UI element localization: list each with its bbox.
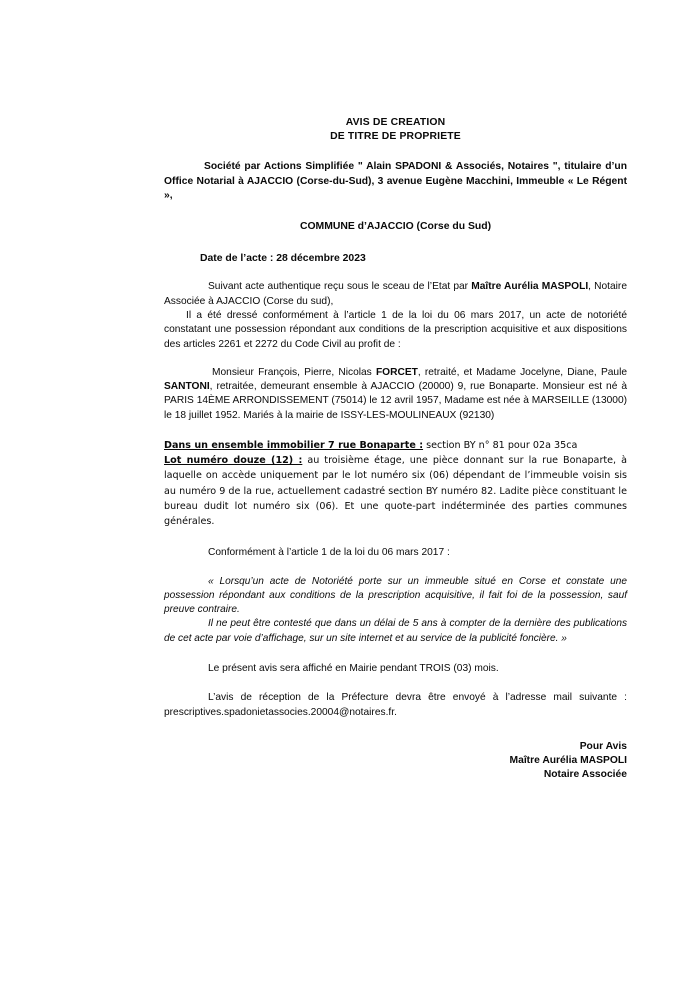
indent-spacer [164,663,208,674]
law-quote-text-2: Il ne peut être contesté que dans un délai de 5 ans à compter de la dernière des publications de cet acte par voie d’affichage, sur un site internet et au service de la publicité foncière. » [164,618,627,644]
property-description-block [164,438,627,529]
law-quote-paragraph-1 [164,575,627,618]
document-title-line-1: AVIS DE CREATION [345,117,446,128]
signature-line-2: Maître Aurélia MASPOLI [509,755,627,767]
indent-spacer [164,367,212,378]
conformity-intro-paragraph [164,546,627,560]
beneficiaries-paragraph [164,366,627,423]
signature-line-3: Notaire Associée [543,769,627,781]
legal-basis-paragraph [164,309,627,352]
indent-spacer [164,547,208,558]
beneficiary-text-part-1: Monsieur François, Pierre, Nicolas [212,366,376,378]
beneficiary-text-part-3: , retraitée, demeurant ensemble à AJACCIO (20000) 9, rue Bonaparte. Monsieur est né à PARIS 14ÈME ARRONDISSEMENT (75014) le 12 avril 1957, Madame est née à MARSEILLE (13000) le 18 juillet 1952. Mariés à la mairie de ISSY-LES-MOULINEAUX (92130) [164,381,627,421]
building-heading: Dans un ensemble immobilier 7 rue Bonaparte : [164,440,424,452]
signature-line-1: Pour Avis [579,740,627,752]
authentic-act-paragraph [164,280,627,309]
firm-identification-text: Société par Actions Simplifiée " Alain SPADONI & Associés, Notaires ", titulaire d’un Office Notarial à AJACCIO (Corse-du-Sud), 3 avenue Eugène Macchini, Immeuble « Le Régent », [164,161,627,201]
building-heading-paragraph [164,438,627,453]
lot-detail-text: au troisième étage, une pièce donnant sur la rue Bonaparte, à laquelle on accède uniquement par le lot numéro six (06) dépendant de l’immeuble voisin sis au numéro 9 de la rue, actuellement cadastré section BY numéro 82. Ladite pièce constituant le bureau dudit lot numéro six (06). Et une quote-part indéterminée des parties communes générales. [164,455,627,528]
authentic-act-prefix: Suivant acte authentique reçu sous le sceau de l’Etat par [208,281,472,293]
indent-spacer [164,161,204,172]
law-quotation-block [164,575,627,646]
firm-identification-paragraph [164,160,627,203]
posting-duration-text: Le présent avis sera affiché en Mairie pendant TROIS (03) mois. [208,663,499,675]
legal-basis-text: Il a été dressé conformément à l’article 1 de la loi du 06 mars 2017, un acte de notoriété constatant une possession répondant aux conditions de la prescription acquisitive et aux dispositions des articles 2261 et 2272 du Code Civil au profit de : [164,310,627,350]
building-cadastral-value: section BY n° 81 pour 02a 35ca [423,440,578,452]
lot-detail-paragraph [164,453,627,529]
indent-spacer [164,281,208,292]
indent-spacer [164,576,208,587]
indent-spacer [164,310,186,321]
law-quote-paragraph-2 [164,617,627,646]
signature-block [164,740,627,783]
beneficiary-text-part-2: , retraité, et Madame Jocelyne, Diane, Paule [417,366,627,378]
posting-duration-paragraph [164,662,627,676]
authentic-act-suffix: , Notaire Associée à AJACCIO (Corse du sud), [164,281,627,307]
conformity-intro-text: Conformément à l’article 1 de la loi du 06 mars 2017 : [208,547,450,559]
document-title [164,116,627,143]
beneficiary-surname-santoni: SANTONI [164,381,210,393]
beneficiary-surname-forcet: FORCET [375,366,418,378]
commune-heading: COMMUNE d’AJACCIO (Corse du Sud) [299,221,492,233]
indent-spacer [164,618,208,629]
notification-email-prefix: L’avis de réception de la Préfecture devra être envoyé à l’adresse mail suivante : [208,692,627,704]
law-quote-text-1: « Lorsqu’un acte de Notoriété porte sur un immeuble situé en Corse et constate une possession répondant aux conditions de la prescription acquisitive, il fait foi de la possession, sauf preuve contraire. [164,575,627,616]
notification-email-address: prescriptives.spadonietassocies.20004@notaires.fr. [164,706,397,718]
lot-number-heading: Lot numéro douze (12) : [164,455,303,467]
notary-name-inline: Maître Aurélia MASPOLI [471,281,589,293]
document-content [164,116,627,783]
acte-date-line: Date de l’acte : 28 décembre 2023 [200,253,366,265]
indent-spacer [164,692,208,703]
document-title-line-2: DE TITRE DE PROPRIETE [330,130,461,142]
notification-email-paragraph [164,691,627,720]
